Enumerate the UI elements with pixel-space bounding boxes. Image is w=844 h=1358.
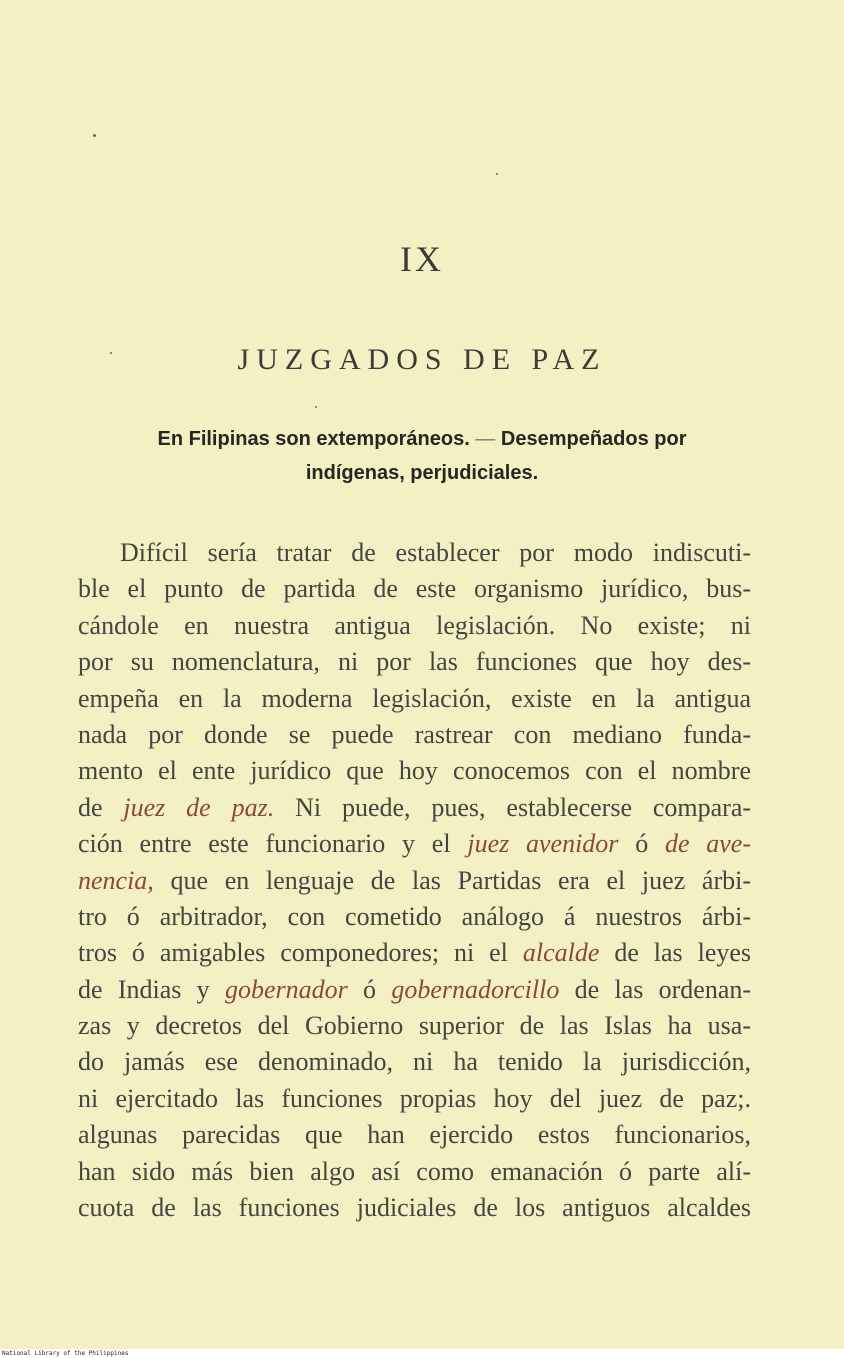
text-run: de Indias y [78,974,210,1004]
text-line [78,972,751,1008]
summary-line-1 [90,422,754,456]
text-line [78,863,751,899]
text-line: ni ejercitado las funciones propias hoy del juez de paz;. [78,1083,751,1113]
paper-speck [496,173,498,175]
italic-term: alcalde [522,938,600,968]
text-line: do jamás ese denominado, ni ha tenido la jurisdicción, [78,1047,751,1077]
text-run: de las leyes [614,938,752,968]
footer-bar [0,1349,844,1358]
text-line: ble el punto de partida de este organismo jurídico, bus- [78,574,751,604]
paper-speck [93,134,96,137]
summary-part-2: Desempeñados por [500,428,687,450]
text-line: Difícil sería tratar de establecer por modo indiscuti- [120,538,751,567]
text-run: de las ordenan- [574,974,752,1004]
text-line: han sido más bien algo así como emanación ó parte alí- [78,1156,751,1186]
summary-part-1: En Filipinas son extemporáneos. [157,428,470,450]
text-run: ó [635,829,649,859]
text-line: por su nomenclatura, ni por las funciones que hoy des- [78,647,751,677]
text-run: ó [363,974,377,1004]
library-credit: National Library of the Philippines [2,1350,129,1357]
italic-term: juez avenidor [467,829,619,859]
text-line: mento el ente jurídico que hoy conocemos con el nombre [78,756,751,786]
text-line: cándole en nuestra antigua legislación. No existe; ni [78,610,751,640]
italic-term: gobernadorcillo [391,974,560,1004]
text-line [78,826,751,862]
text-line: tro ó arbitrador, con cometido análogo á nuestros árbi- [78,901,751,931]
chapter-number: IX [400,239,444,279]
text-run: Ni puede, pues, establecerse compara- [295,792,752,822]
italic-term: gobernador [224,974,348,1004]
text-line: nada por donde se puede rastrear con mediano funda- [78,719,751,749]
text-line [78,935,751,971]
italic-term: juez de paz. [123,792,275,822]
text-line: cuota de las funciones judiciales de los antiguos alcaldes [78,1193,751,1223]
text-line: empeña en la moderna legislación, existe en la antigua [78,683,751,713]
summary-line-2: indígenas, perjudiciales. [305,462,539,484]
text-line: algunas parecidas que han ejercido estos funcionarios, [78,1120,751,1150]
text-line: zas y decretos del Gobierno superior de las Islas ha usa- [78,1011,751,1041]
italic-term: de ave- [664,829,751,859]
text-run: de [78,792,103,822]
text-line [78,790,751,826]
text-run: tros ó amigables componedores; ni el [78,938,508,968]
text-run: ción entre este funcionario y el [78,829,451,859]
text-run: que en lenguaje de las Partidas era el juez árbi- [170,865,752,895]
italic-term: nencia, [78,865,154,895]
summary-dash: — [475,428,496,450]
chapter-title: JUZGADOS DE PAZ [237,343,607,376]
body-paragraph [78,535,751,1226]
chapter-summary [90,422,754,490]
paper-speck [315,406,317,408]
